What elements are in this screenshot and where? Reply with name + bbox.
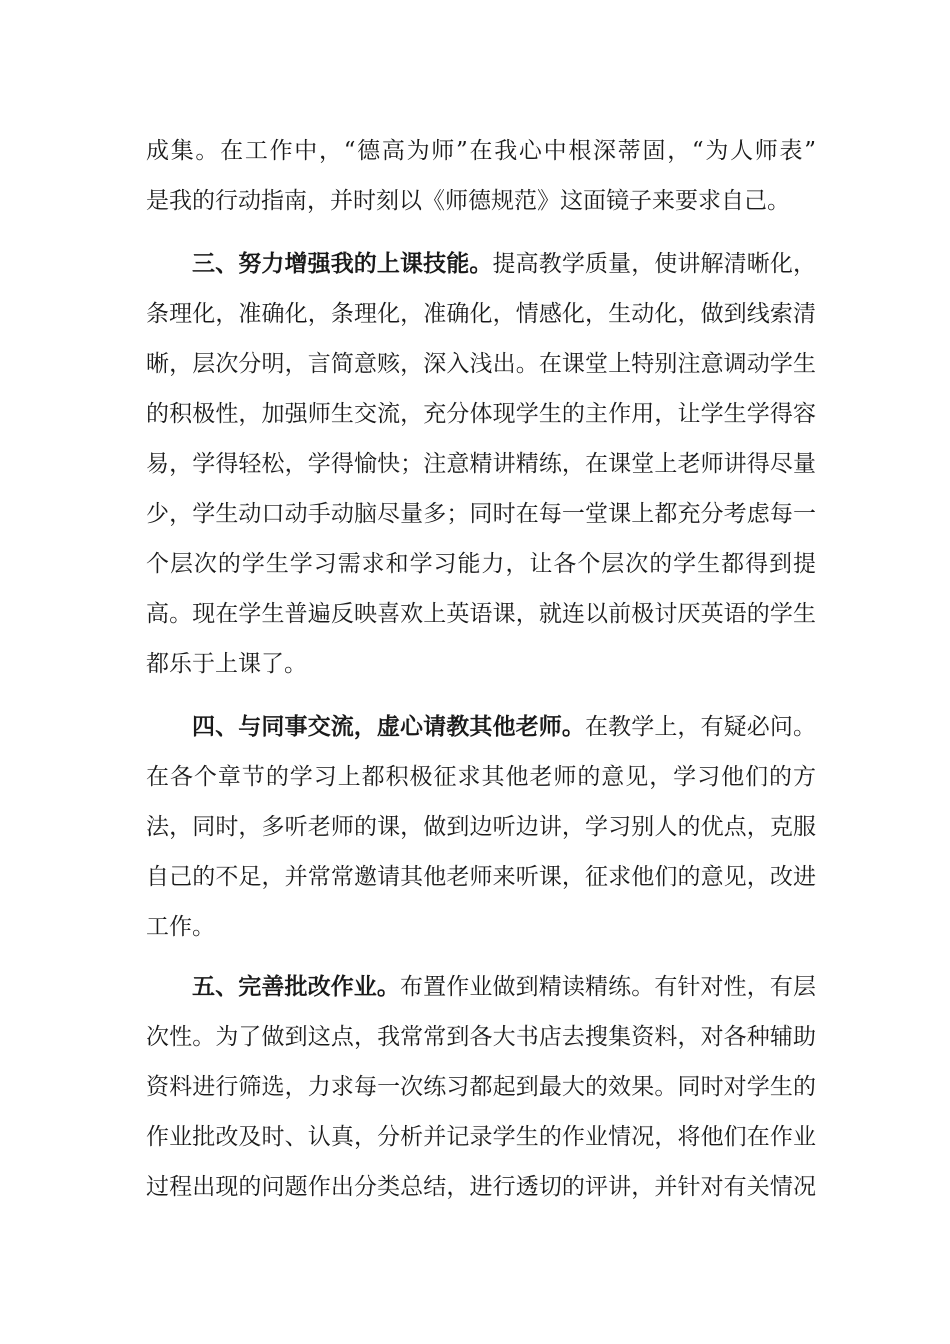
text-line: 作业批改及时、认真，分析并记录学生的作业情况，将他们在作业 [146, 1124, 816, 1150]
paragraph-heading-line [192, 244, 816, 284]
text-line: 都乐于上课了。 [146, 651, 307, 677]
paragraph-heading-line [192, 967, 816, 1007]
text-span: 布置作业做到精读精练。有针对性，有层 [400, 974, 817, 1000]
section-heading-5: 五、完善批改作业。 [192, 974, 401, 1000]
text-line: 条理化，准确化，条理化，准确化，情感化，生动化，做到线索清 [146, 301, 816, 327]
text-line: 在各个章节的学习上都积极征求其他老师的意见，学习他们的方 [146, 764, 816, 790]
text-line: 资料进行筛选，力求每一次练习都起到最大的效果。同时对学生的 [146, 1074, 816, 1100]
text-line: 工作。 [146, 914, 215, 940]
text-line: 个层次的学生学习需求和学习能力，让各个层次的学生都得到提 [146, 551, 816, 577]
text-line: 晰，层次分明，言简意赅，深入浅出。在课堂上特别注意调动学生 [146, 351, 816, 377]
paragraph-heading-line [192, 707, 816, 747]
text-line: 过程出现的问题作出分类总结，进行透切的评讲，并针对有关情况 [146, 1174, 816, 1200]
text-line: 少，学生动口动手动脑尽量多；同时在每一堂课上都充分考虑每一 [146, 501, 816, 527]
text-line: 自己的不足，并常常邀请其他老师来听课，征求他们的意见，改进 [146, 864, 816, 890]
section-heading-3: 三、努力增强我的上课技能。 [192, 251, 493, 277]
text-line: 是我的行动指南，并时刻以《师德规范》这面镜子来要求自己。 [146, 188, 790, 214]
text-line: 成集。在工作中，“德高为师”在我心中根深蒂固，“为人师表” [146, 138, 816, 164]
text-line: 易，学得轻松，学得愉快；注意精讲精练，在课堂上老师讲得尽量 [146, 451, 816, 477]
text-line: 次性。为了做到这点，我常常到各大书店去搜集资料，对各种辅助 [146, 1024, 816, 1050]
text-line: 的积极性，加强师生交流，充分体现学生的主作用，让学生学得容 [146, 401, 816, 427]
text-line: 高。现在学生普遍反映喜欢上英语课，就连以前极讨厌英语的学生 [146, 601, 816, 627]
text-span: 在教学上，有疑必问。 [584, 714, 817, 740]
text-span: 提高教学质量，使讲解清晰化， [492, 251, 817, 277]
text-line: 法，同时，多听老师的课，做到边听边讲，学习别人的优点，克服 [146, 814, 816, 840]
section-heading-4: 四、与同事交流，虚心请教其他老师。 [192, 714, 585, 740]
